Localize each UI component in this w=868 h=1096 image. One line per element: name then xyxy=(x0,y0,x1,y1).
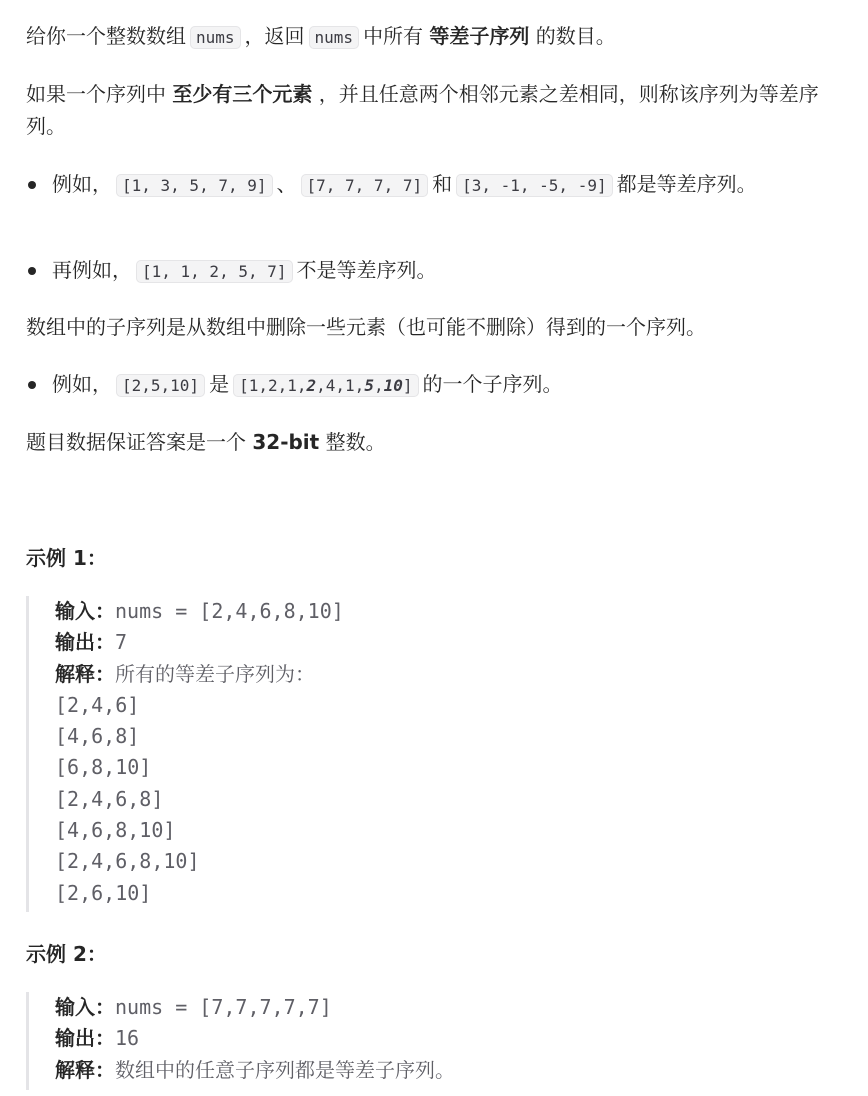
inline-code: [1, 1, 2, 5, 7] xyxy=(136,260,293,283)
code-part: [1,2,1, xyxy=(239,376,307,395)
explain-line: [2,4,6] xyxy=(55,692,140,717)
definition-paragraph xyxy=(26,78,856,142)
output-value: 7 xyxy=(115,630,128,655)
inline-code xyxy=(233,374,418,397)
list-text: 再例如， xyxy=(52,258,132,282)
explain-text: 所有的等差子序列为： xyxy=(115,661,315,686)
list-item xyxy=(26,368,563,402)
list-item xyxy=(26,254,437,288)
input-value: nums = [2,4,6,8,10] xyxy=(115,599,344,623)
list-text: 的一个子序列。 xyxy=(422,372,563,396)
subsequence-paragraph: 数组中的子序列是从数组中删除一些元素（也可能不删除）得到的一个序列。 xyxy=(26,315,706,339)
intro-text: 的数目。 xyxy=(535,24,616,48)
explain-line: [2,4,6,8,10] xyxy=(55,849,200,874)
list-text: 和 xyxy=(432,172,453,196)
input-label: 输入： xyxy=(55,995,115,1019)
bullet-icon xyxy=(26,368,52,400)
inline-code: [1, 3, 5, 7, 9] xyxy=(116,174,273,197)
intro-paragraph xyxy=(26,20,616,54)
example-1-block xyxy=(26,596,344,912)
code-highlight: 10 xyxy=(383,376,403,395)
explain-line: [4,6,8] xyxy=(55,724,140,749)
bold-term: 32-bit xyxy=(252,430,320,454)
explain-label: 解释： xyxy=(55,661,115,686)
list-item xyxy=(26,168,806,202)
intro-text: 中所有 xyxy=(363,24,424,48)
bullet-icon xyxy=(26,254,52,286)
explain-line: [2,6,10] xyxy=(55,880,152,905)
inline-code: nums xyxy=(190,26,241,49)
intro-text: ，返回 xyxy=(244,24,305,48)
list-text: 都是等差序列。 xyxy=(616,172,757,196)
output-label: 输出： xyxy=(55,1026,115,1051)
list-text: 不是等差序列。 xyxy=(296,258,437,282)
code-part: ,4,1, xyxy=(316,376,365,395)
bold-term: 至少有三个元素 xyxy=(172,82,313,106)
code-part: ] xyxy=(402,376,413,395)
explain-line: [2,4,6,8] xyxy=(55,786,164,811)
output-label: 输出： xyxy=(55,630,115,655)
explain-line: [6,8,10] xyxy=(55,755,152,780)
inline-code: [2,5,10] xyxy=(116,374,205,397)
bullet-icon xyxy=(26,168,52,200)
definition-text: 如果一个序列中 xyxy=(26,82,166,106)
example-1-title: 示例 1： xyxy=(26,546,107,570)
definition-text: ，并且任意两个相邻元素之差相同，则称该序列为等差序列。 xyxy=(26,82,819,138)
list-text: 、 xyxy=(276,172,297,196)
list-text: 例如， xyxy=(52,172,112,196)
inline-code: [3, -1, -5, -9] xyxy=(456,174,613,197)
inline-code: [7, 7, 7, 7] xyxy=(301,174,429,197)
code-highlight: 2 xyxy=(306,376,317,395)
code-highlight: 5 xyxy=(364,376,374,395)
output-value: 16 xyxy=(115,1026,140,1051)
example-2-title: 示例 2： xyxy=(26,942,107,966)
list-text: 是 xyxy=(209,372,230,396)
input-label: 输入： xyxy=(55,599,115,623)
inline-code: nums xyxy=(309,26,360,49)
explain-line: [4,6,8,10] xyxy=(55,818,176,843)
explain-text: 数组中的任意子序列都是等差子序列。 xyxy=(115,1057,455,1082)
input-value: nums = [7,7,7,7,7] xyxy=(115,995,332,1019)
code-part: , xyxy=(373,376,384,395)
example-2-block xyxy=(26,992,455,1090)
list-text: 例如， xyxy=(52,372,112,396)
guarantee-paragraph xyxy=(26,426,386,458)
guarantee-text: 题目数据保证答案是一个 xyxy=(26,430,246,454)
guarantee-text: 整数。 xyxy=(325,430,386,454)
intro-text: 给你一个整数数组 xyxy=(26,24,186,48)
bold-term: 等差子序列 xyxy=(429,24,530,48)
explain-label: 解释： xyxy=(55,1057,115,1082)
